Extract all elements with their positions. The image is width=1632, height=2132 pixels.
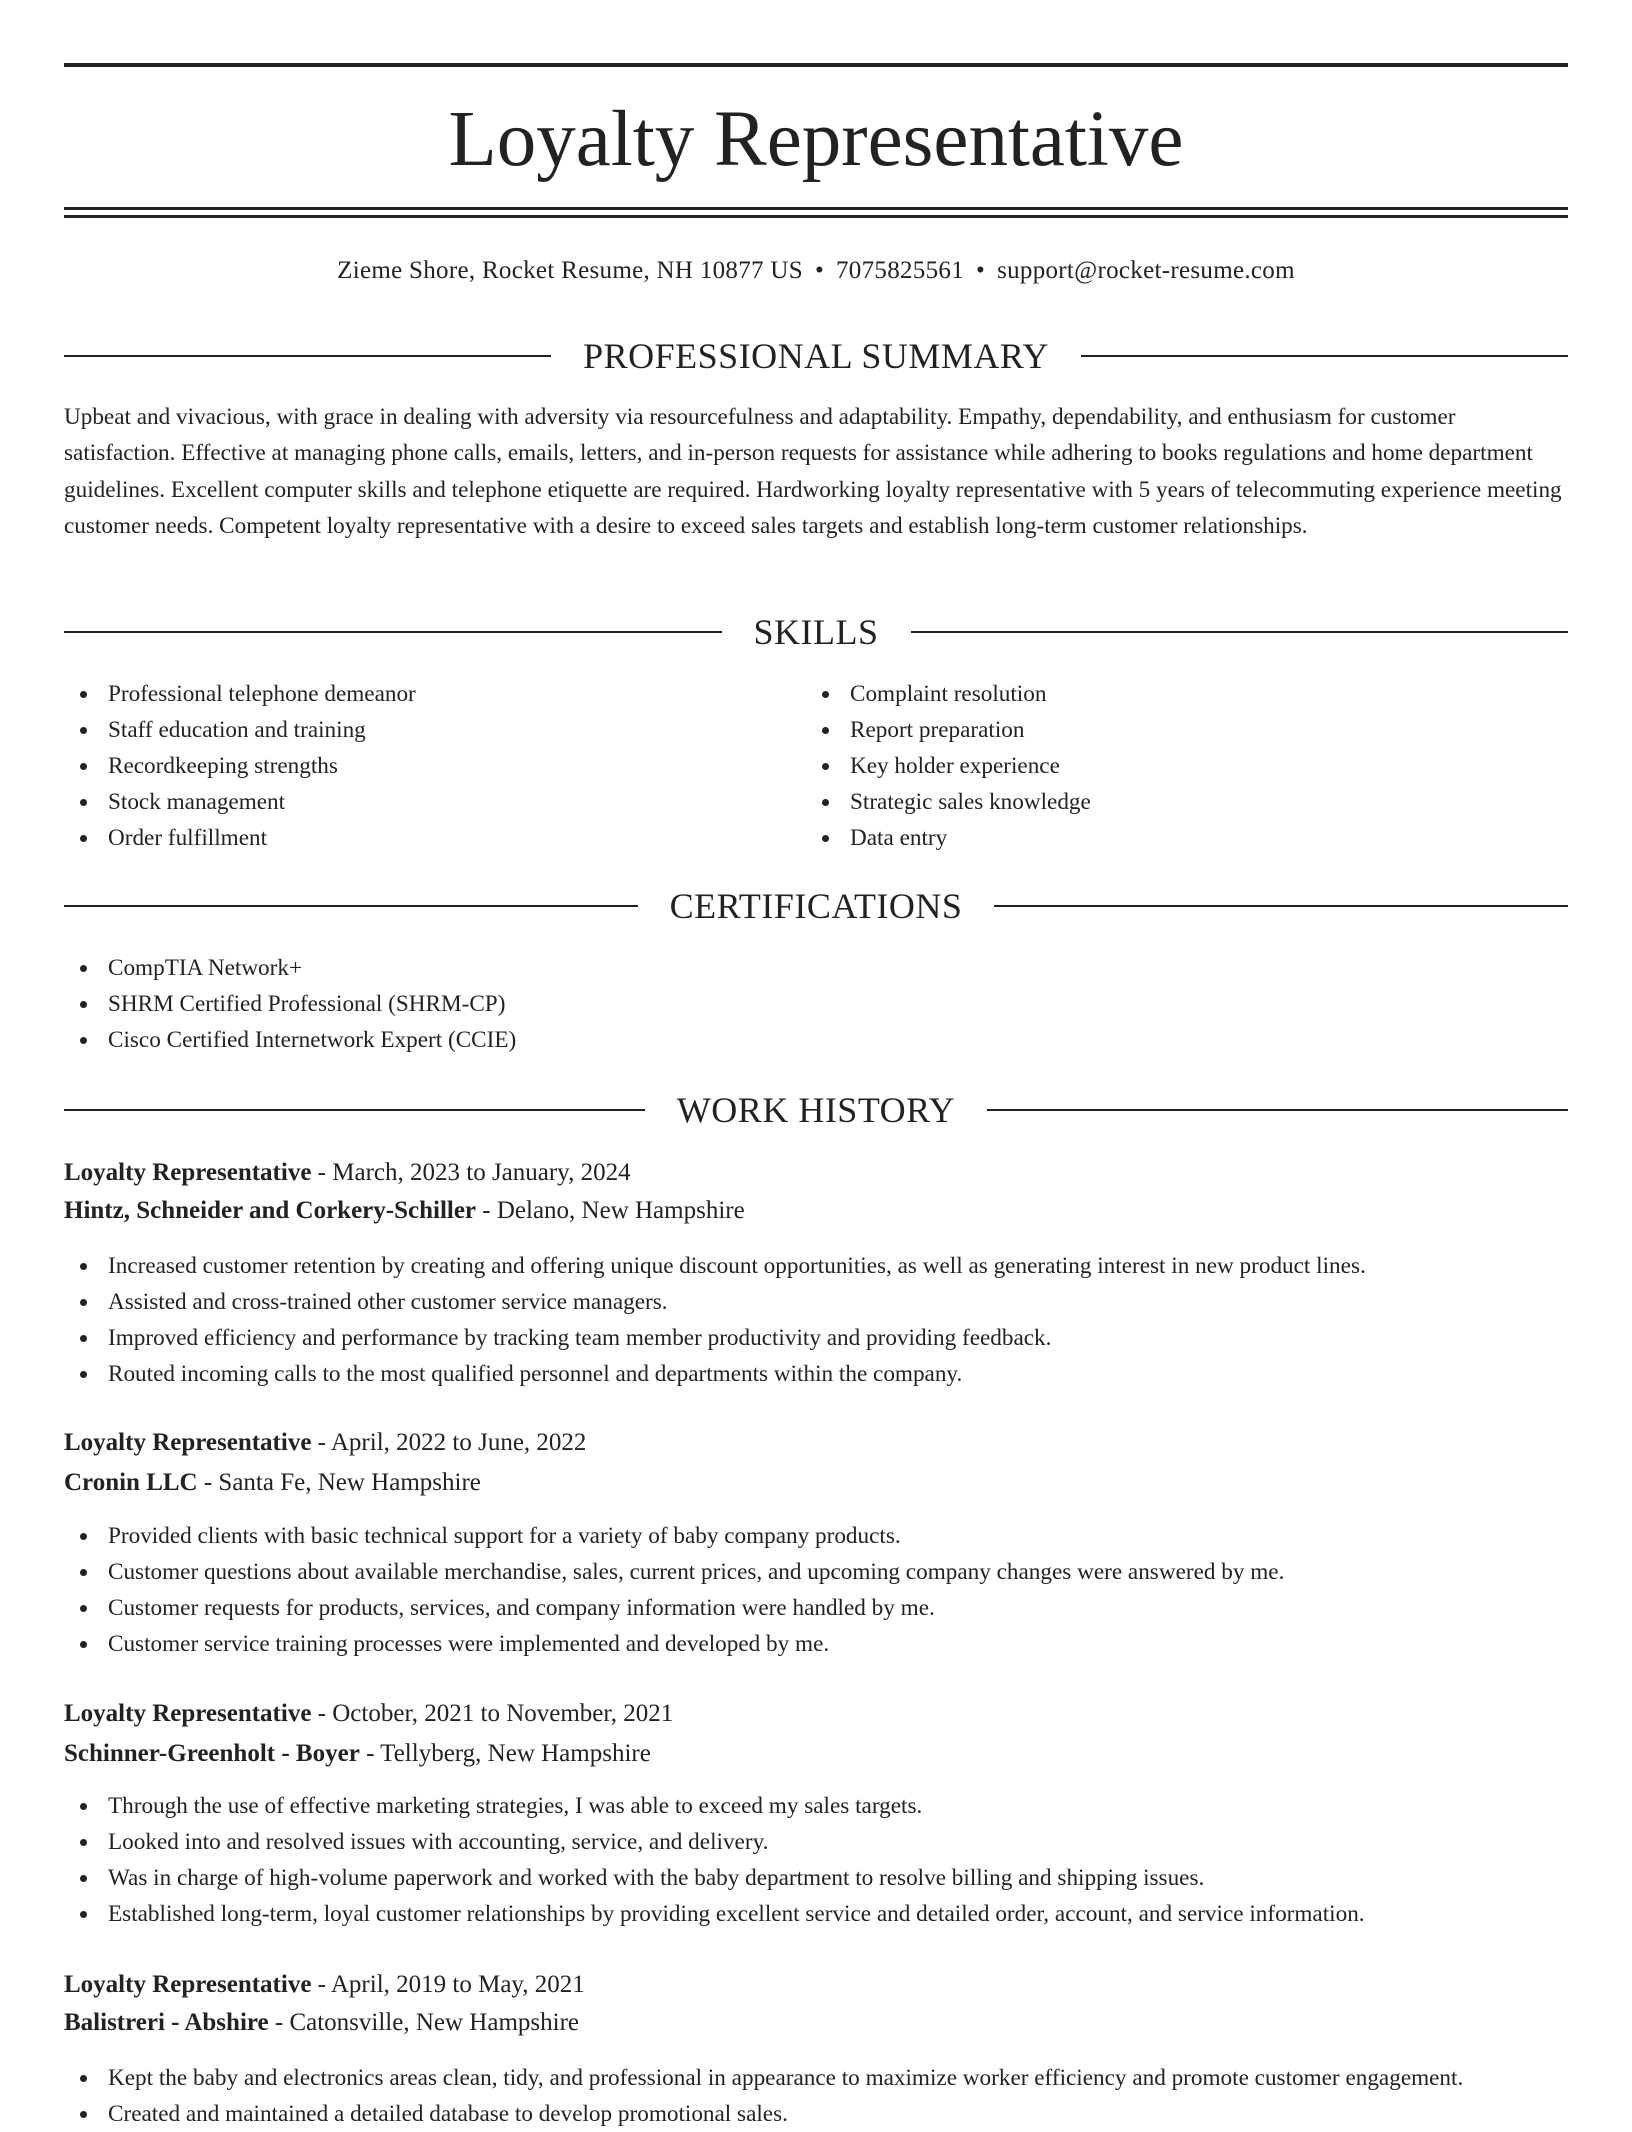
- skill-item: Key holder experience: [806, 748, 1091, 784]
- section-title: SKILLS: [753, 612, 879, 652]
- job-bullet: Was in charge of high-volume paperwork and worked with the baby department to resolve billing and shipping issues.: [64, 1860, 1365, 1896]
- job-location: - Tellyberg, New Hampshire: [366, 1740, 651, 1767]
- skill-item: Data entry: [806, 820, 1091, 856]
- job-bullet: Created and maintained a detailed database to develop promotional sales.: [64, 2096, 1463, 2132]
- job-bullet: Established long-term, loyal customer relationships by providing excellent service and detailed order, account, and service information.: [64, 1896, 1365, 1932]
- section-heading-skills: [64, 610, 1568, 654]
- job-location: - Catonsville, New Hampshire: [274, 2009, 579, 2036]
- job-company: Balistreri - Abshire: [64, 2009, 269, 2036]
- job-title: Loyalty Representative: [64, 1700, 312, 1727]
- skill-item: Professional telephone demeanor: [64, 676, 416, 712]
- skill-item: Recordkeeping strengths: [64, 748, 416, 784]
- header-double-rule-lower: [64, 215, 1568, 218]
- heading-rule-left: [64, 1109, 645, 1111]
- heading-rule-right: [1081, 355, 1568, 357]
- job-bullet: Kept the baby and electronics areas clean, tidy, and professional in appearance to maximize worker efficiency and promote customer engagement.: [64, 2060, 1463, 2096]
- job-company-line: [64, 1465, 481, 1501]
- section-title: PROFESSIONAL SUMMARY: [583, 336, 1049, 376]
- job-bullet: Customer service training processes were implemented and developed by me.: [64, 1626, 1284, 1662]
- job-company: Schinner-Greenholt - Boyer: [64, 1740, 360, 1767]
- job-bullet: Customer requests for products, services, and company information were handled by me.: [64, 1590, 1284, 1626]
- skills-list-right: [806, 676, 1091, 856]
- certification-item: Cisco Certified Internetwork Expert (CCIE): [64, 1022, 516, 1058]
- job-location: - Santa Fe, New Hampshire: [203, 1469, 481, 1496]
- skill-item: Staff education and training: [64, 712, 416, 748]
- skill-item: Complaint resolution: [806, 676, 1091, 712]
- heading-rule-left: [64, 631, 722, 633]
- skills-list-left: [64, 676, 416, 856]
- job-title: Loyalty Representative: [64, 1159, 312, 1186]
- header-double-rule-upper: [64, 207, 1568, 210]
- candidate-name: Loyalty Representative: [448, 96, 1184, 183]
- skill-item: Report preparation: [806, 712, 1091, 748]
- job-title-line: [64, 1425, 586, 1461]
- job-bullet: Customer questions about available merchandise, sales, current prices, and upcoming company changes were answered by me.: [64, 1554, 1284, 1590]
- job-bullet: Looked into and resolved issues with accounting, service, and delivery.: [64, 1824, 1365, 1860]
- job-bullet: Assisted and cross-trained other customer service managers.: [64, 1284, 1366, 1320]
- job-company-line: [64, 1736, 651, 1772]
- contact-email: support@rocket-resume.com: [997, 257, 1295, 284]
- job-bullets: [64, 1518, 1284, 1662]
- skill-item: Order fulfillment: [64, 820, 416, 856]
- job-company: Cronin LLC: [64, 1469, 198, 1496]
- job-company: Hintz, Schneider and Corkery-Schiller: [64, 1197, 477, 1224]
- job-bullets: [64, 1788, 1365, 1932]
- job-title: Loyalty Representative: [64, 1971, 312, 1998]
- job-title: Loyalty Representative: [64, 1429, 312, 1456]
- certifications-list: [64, 950, 516, 1058]
- summary-paragraph: Upbeat and vivacious, with grace in dealing with adversity via resourcefulness and adaptability. Empathy, dependability, and enthusiasm for customer satisfaction. Effective at managing phone calls, emails, letters, and in-person requests for assistance while adhering to books regulations and home department guidelines. Excellent computer skills and telephone etiquette are required. Hardworking loyalty representative with 5 years of telecommuting experience meeting customer needs. Competent loyalty representative with a desire to exceed sales targets and establish long-term customer relationships.: [64, 404, 1562, 540]
- job-company-line: [64, 1193, 745, 1229]
- heading-rule-right: [994, 905, 1568, 907]
- heading-rule-left: [64, 905, 638, 907]
- job-bullets: [64, 1248, 1366, 1392]
- heading-rule-right: [987, 1109, 1568, 1111]
- job-dates: - March, 2023 to January, 2024: [317, 1159, 631, 1186]
- job-dates: - October, 2021 to November, 2021: [317, 1700, 674, 1727]
- job-dates: - April, 2022 to June, 2022: [317, 1429, 587, 1456]
- certification-item: CompTIA Network+: [64, 950, 516, 986]
- section-title: CERTIFICATIONS: [669, 886, 963, 926]
- skill-item: Strategic sales knowledge: [806, 784, 1091, 820]
- heading-rule-right: [911, 631, 1569, 633]
- job-bullet: Provided clients with basic technical support for a variety of baby company products.: [64, 1518, 1284, 1554]
- job-title-line: [64, 1696, 673, 1732]
- contact-line: [64, 254, 1568, 288]
- job-bullet: Through the use of effective marketing strategies, I was able to exceed my sales targets.: [64, 1788, 1365, 1824]
- job-dates: - April, 2019 to May, 2021: [317, 1971, 585, 1998]
- job-bullet: Routed incoming calls to the most qualified personnel and departments within the company.: [64, 1356, 1366, 1392]
- contact-separator: •: [976, 257, 986, 284]
- skill-item: Stock management: [64, 784, 416, 820]
- job-bullet: Improved efficiency and performance by tracking team member productivity and providing feedback.: [64, 1320, 1366, 1356]
- job-location: - Delano, New Hampshire: [482, 1197, 745, 1224]
- section-heading-certifications: [64, 884, 1568, 928]
- job-bullets: [64, 2060, 1463, 2132]
- section-heading-summary: [64, 334, 1568, 378]
- section-heading-work-history: [64, 1088, 1568, 1132]
- certification-item: SHRM Certified Professional (SHRM-CP): [64, 986, 516, 1022]
- job-title-line: [64, 1967, 585, 2003]
- section-title: WORK HISTORY: [676, 1090, 956, 1130]
- job-title-line: [64, 1155, 631, 1191]
- job-bullet: Increased customer retention by creating and offering unique discount opportunities, as well as generating interest in new product lines.: [64, 1248, 1366, 1284]
- contact-address: Zieme Shore, Rocket Resume, NH 10877 US: [337, 257, 803, 284]
- contact-phone: 7075825561: [836, 257, 964, 284]
- heading-rule-left: [64, 355, 551, 357]
- header-top-rule: [64, 63, 1568, 67]
- job-company-line: [64, 2005, 579, 2041]
- contact-separator: •: [814, 257, 824, 284]
